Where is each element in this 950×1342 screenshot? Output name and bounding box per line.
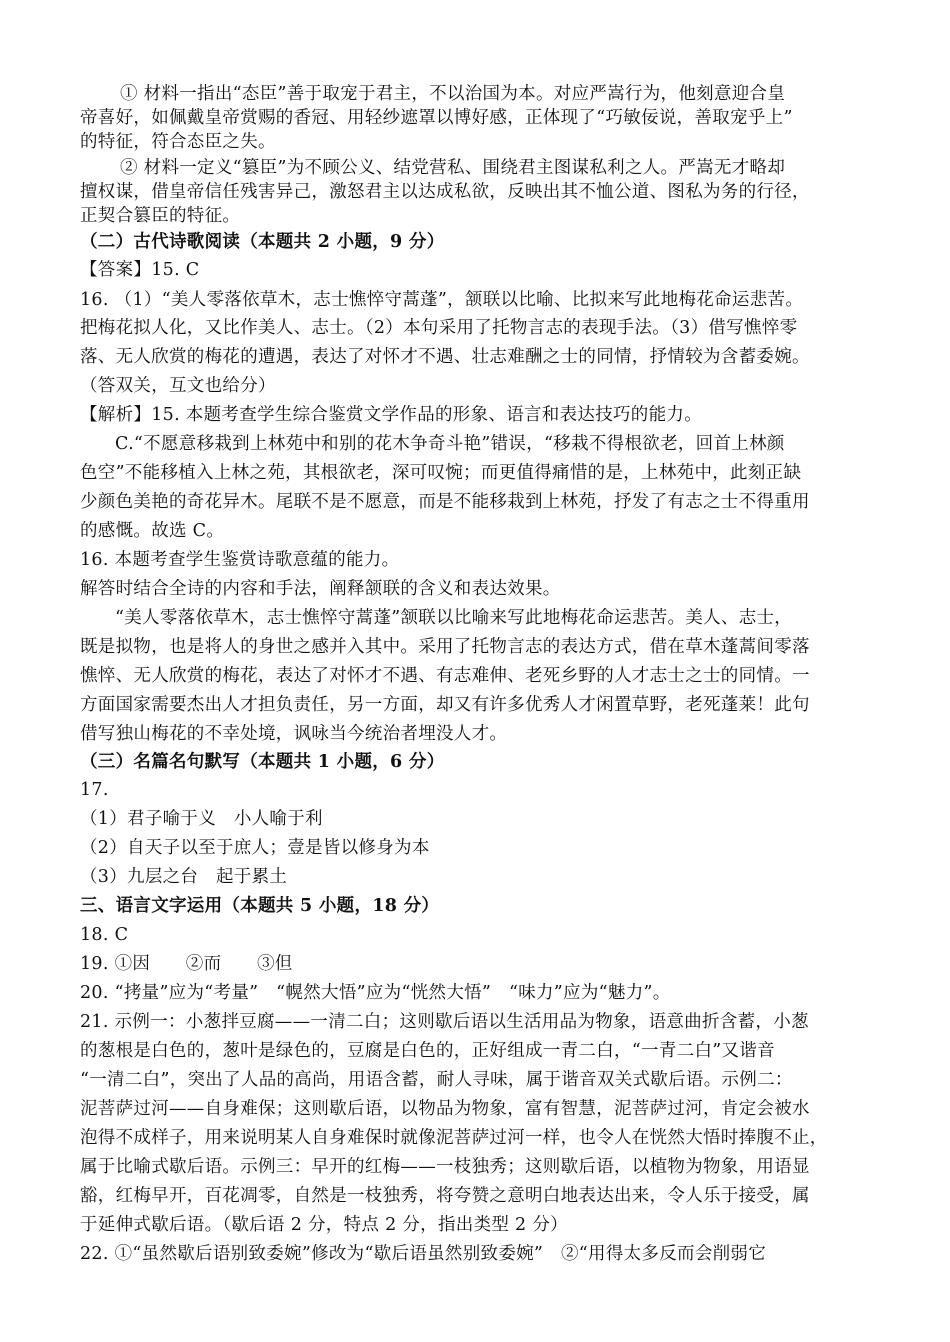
text-line: 的葱根是白色的，葱叶是绿色的，豆腐是白色的，正好组成一青二白，“一青二白”又谐音 xyxy=(80,1041,775,1061)
text-line: （2）自天子以至于庶人；壹是皆以修身为本 xyxy=(80,838,430,858)
text-line: 的感慨。故选 C。 xyxy=(80,521,225,541)
text-line: 落、无人欣赏的梅花的遭遇，表达了对怀才不遇、壮志难酬之士的同情，抒情较为含蓄委婉。 xyxy=(80,347,810,367)
text-line: 憔悴、无人欣赏的梅花，表达了对怀才不遇、有志难伸、老死乡野的人才志士之士的同情。一 xyxy=(80,666,810,686)
text-line: 帝喜好，如佩戴皇帝赏赐的香冠、用轻纱遮罩以博好感，正体现了“巧敏佞说，善取宠乎上” xyxy=(80,108,793,128)
section-heading: 三、语言文字运用（本题共 5 小题，18 分） xyxy=(80,896,440,916)
text-line: 把梅花拟人化，又比作美人、志士。（2）本句采用了托物言志的表现手法。（3）借写憔悴零 xyxy=(80,318,798,338)
text-line: ① 材料一指出“态臣”善于取宠于君主，不以治国为本。对应严嵩行为，他刻意迎合皇 xyxy=(120,84,786,104)
text-line: 19. ①因 ②而 ③但 xyxy=(80,954,293,974)
text-line: 少颜色美艳的奇花异木。尾联不是不愿意，而是不能移栽到上林苑，抒发了有志之士不得重用 xyxy=(80,492,810,512)
text-line: 【解析】15. 本题考查学生综合鉴赏文学作品的形象、语言和表达技巧的能力。 xyxy=(80,405,702,425)
text-line: “一清二白”，突出了人品的高尚，用语含蓄，耐人寻味，属于谐音双关式歇后语。示例二： xyxy=(80,1070,793,1090)
text-line: C.“不愿意移栽到上林苑中和别的花木争奇斗艳”错误，“移栽不得根欲老，回首上林颜 xyxy=(115,434,785,454)
text-line: 16. 本题考查学生鉴赏诗歌意蕴的能力。 xyxy=(80,550,400,570)
text-line: 正契合篡臣的特征。 xyxy=(80,206,241,226)
text-line: 18. C xyxy=(80,925,129,945)
text-line: ② 材料一定义“篡臣”为不顾公义、结党营私、围绕君主图谋私利之人。严嵩无才略却 xyxy=(120,158,786,178)
text-line: 16. （1）“美人零落依草木，志士憔悴守蒿蓬”，颔联以比喻、比拟来写此地梅花命运悲苦。 xyxy=(80,290,804,310)
text-line: 泡得不成样子，用来说明某人自身难保时就像泥菩萨过河一样，也令人在恍然大悟时捧腹不止， xyxy=(80,1128,828,1148)
text-line: 20. “拷量”应为“考量” “幌然大悟”应为“恍然大悟” “味力”应为“魅力”。 xyxy=(80,983,671,1003)
text-line: 既是拟物，也是将人的身世之感并入其中。采用了托物言志的表达方式，借在草木蓬蒿间零落 xyxy=(80,637,810,657)
text-line: （答双关，互文也给分） xyxy=(80,376,276,396)
text-line: 22. ①“虽然歇后语别致委婉”修改为“歇后语虽然别致委婉” ②“用得太多反而会削弱它 xyxy=(80,1244,767,1264)
text-line: 17. xyxy=(80,780,109,800)
text-line: 于延伸式歇后语。（歇后语 2 分，特点 2 分，指出类型 2 分） xyxy=(80,1215,568,1235)
text-line: 属于比喻式歇后语。示例三：早开的红梅——一枝独秀；这则歇后语，以植物为物象，用语显 xyxy=(80,1157,810,1177)
text-line: 擅权谋，借皇帝信任残害异己，激怒君主以达成私欲，反映出其不恤公道、图私为务的行径， xyxy=(80,182,810,202)
text-line: 【答案】15. C xyxy=(80,260,200,280)
text-line: 方面国家需要杰出人才担负责任，另一方面，却又有许多优秀人才闲置草野，老死蓬莱！此句 xyxy=(80,695,810,715)
text-line: 21. 示例一：小葱拌豆腐——一清二白；这则歇后语以生活用品为物象，语意曲折含蓄，小葱 xyxy=(80,1012,809,1032)
text-line: 的特征，符合态臣之失。 xyxy=(80,132,276,152)
section-heading: （二）古代诗歌阅读（本题共 2 小题，9 分） xyxy=(80,232,445,252)
text-line: （1）君子喻于义 小人喻于利 xyxy=(80,809,323,829)
text-line: （3）九层之台 起于累土 xyxy=(80,867,288,887)
text-line: 色空”不能移植入上林之苑，其根欲老，深可叹惋；而更值得痛惜的是，上林苑中，此刻正缺 xyxy=(80,463,802,483)
section-heading: （三）名篇名句默写（本题共 1 小题，6 分） xyxy=(80,752,445,772)
text-line: 豁，红梅早开，百花凋零，自然是一枝独秀，将夸赞之意明白地表达出来，令人乐于接受，属 xyxy=(80,1186,810,1206)
text-line: 解答时结合全诗的内容和手法，阐释颔联的含义和表达效果。 xyxy=(80,579,561,599)
text-line: 泥菩萨过河——自身难保；这则歇后语，以物品为物象，富有智慧，泥菩萨过河，肯定会被水 xyxy=(80,1099,810,1119)
text-line: 借写独山梅花的不幸处境，讽咏当今统治者埋没人才。 xyxy=(80,724,508,744)
text-line: “美人零落依草木，志士憔悴守蒿蓬”颔联以比喻来写此地梅花命运悲苦。美人、志士， xyxy=(115,608,793,628)
